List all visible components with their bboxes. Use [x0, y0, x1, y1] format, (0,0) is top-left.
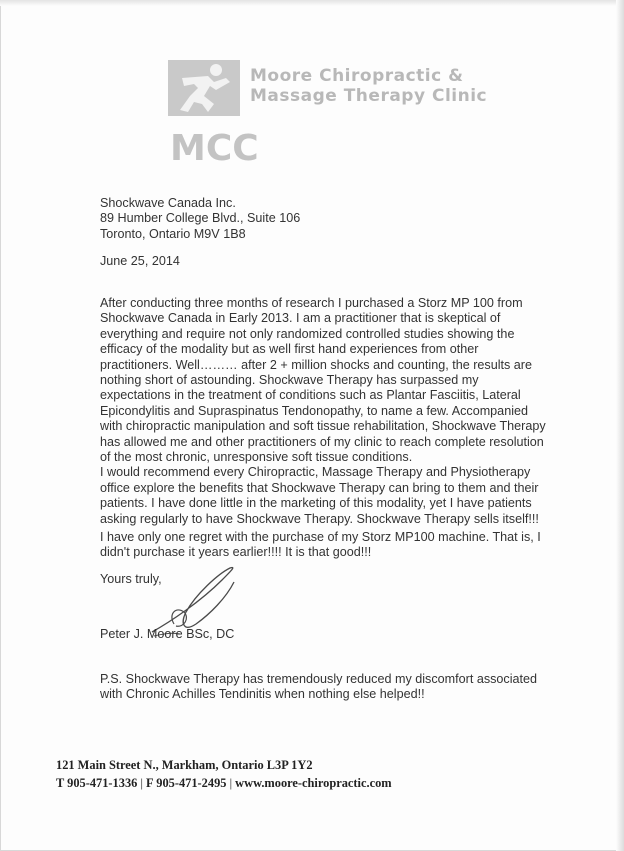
clinic-name-line2: Massage Therapy Clinic — [250, 86, 488, 106]
footer-phone: T 905-471-1336 — [56, 776, 138, 790]
scan-edge-right — [616, 0, 624, 851]
footer-website-link[interactable]: www.moore-chiropractic.com — [235, 776, 392, 790]
clinic-logo — [168, 56, 259, 169]
body-line: practitioners. Well……… after 2 + million shocks and counting, the results are — [100, 357, 532, 372]
body-line: I would recommend every Chiropractic, Massage Therapy and Physiotherapy — [100, 465, 531, 480]
letter-body — [100, 296, 546, 527]
ps-line: P.S. Shockwave Therapy has tremendously reduced my discomfort associated — [100, 672, 538, 686]
paragraph2-line: I have only one regret with the purchase of my Storz MP100 machine. That is, I — [100, 530, 541, 544]
footer-separator: | — [229, 776, 233, 790]
footer-contact — [56, 756, 392, 792]
footer-fax: F 905-471-2495 — [146, 776, 227, 790]
signer-name: Peter J. Moore BSc, DC — [100, 627, 235, 641]
letterhead — [168, 56, 488, 169]
body-line: efficacy of the modality but as well first hand experiences from other — [100, 342, 479, 357]
recipient-line2: 89 Humber College Blvd., Suite 106 — [100, 211, 301, 226]
body-line: Epicondylitis and Supraspinatus Tendonopathy, to name a few. Accompanied — [100, 403, 529, 418]
body-line: everything and require not only randomized controlled studies showing the — [100, 326, 515, 341]
recipient-address — [100, 196, 300, 242]
logo-text: MCC — [170, 128, 259, 169]
recipient-line3: Toronto, Ontario M9V 1B8 — [100, 226, 246, 241]
body-line: nothing short of astounding. Shockwave Therapy has surpassed my — [100, 373, 479, 388]
body-line: has allowed me and other practitioners of my clinic to reach complete resolution — [100, 434, 544, 449]
body-line: with chiropractic manipulation and soft tissue rehabilitation, Shockwave Therapy — [100, 419, 546, 434]
ps-line: with Chronic Achilles Tendinitis when nothing else helped!! — [100, 687, 425, 702]
footer-address: 121 Main Street N., Markham, Ontario L3P 1Y2 — [56, 758, 313, 772]
body-line: asking regularly to have Shockwave Therapy. Shockwave Therapy sells itself!!! — [100, 511, 539, 526]
recipient-line1: Shockwave Canada Inc. — [100, 196, 236, 210]
footer-contact-line — [56, 774, 392, 792]
body-line: After conducting three months of research I purchased a Storz MP 100 from — [100, 296, 523, 310]
letter-date: June 25, 2014 — [100, 254, 180, 268]
footer-separator: | — [140, 776, 143, 790]
clinic-name — [250, 66, 487, 106]
postscript — [100, 672, 537, 703]
clinic-name-line1: Moore Chiropractic & — [250, 66, 464, 86]
regret-paragraph — [100, 530, 541, 561]
paragraph2-line: didn't purchase it years earlier!!!! It is that good!!! — [100, 545, 372, 560]
body-line: Shockwave Canada in Early 2013. I am a practitioner that is skeptical of — [100, 311, 501, 326]
body-line: patients. I have done little in the marketing of this modality, yet I have patients — [100, 496, 532, 511]
scan-edge-top — [0, 0, 624, 6]
closing: Yours truly, — [100, 572, 162, 586]
body-line: office explore the benefits that Shockwave Therapy can bring to them and their — [100, 480, 539, 495]
body-line: expectations in the treatment of conditions such as Plantar Fasciitis, Lateral — [100, 388, 521, 403]
body-line: of the most chronic, unresponsive soft tissue conditions. — [100, 450, 413, 465]
